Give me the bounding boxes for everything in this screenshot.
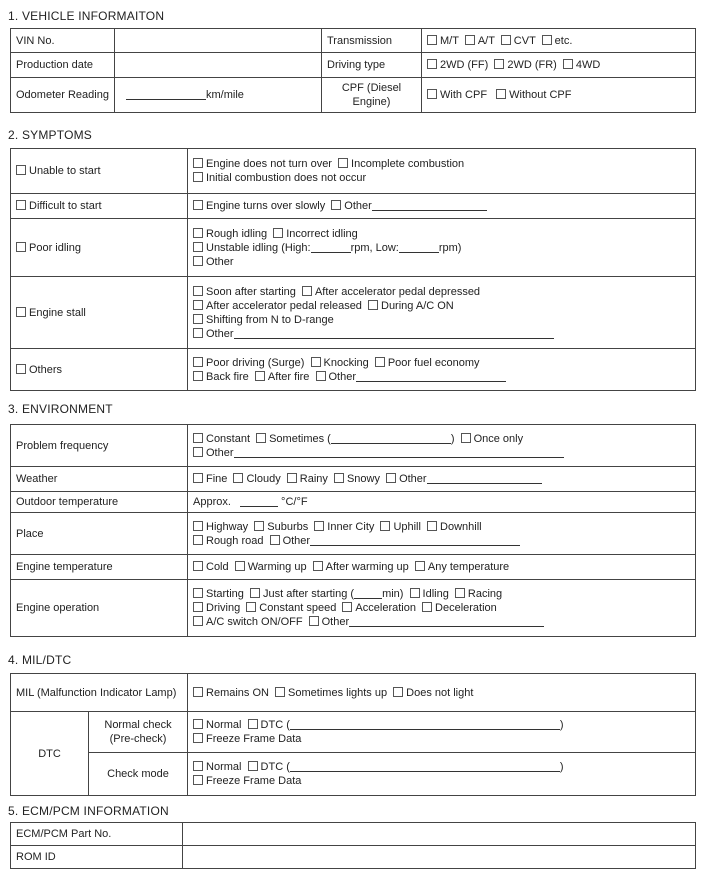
checkbox[interactable] (193, 371, 203, 381)
checkbox[interactable] (342, 602, 352, 612)
normal-check-options: Normal DTC ( ) Freeze Frame Data (188, 712, 696, 753)
outdoor-temperature-label: Outdoor temperature (11, 492, 188, 513)
driving-type-options: 2WD (FF) 2WD (FR) 4WD (422, 53, 696, 78)
checkbox[interactable] (235, 561, 245, 571)
checkbox[interactable] (248, 761, 258, 771)
checkbox[interactable] (193, 521, 203, 531)
checkbox[interactable] (465, 35, 475, 45)
checkbox[interactable] (193, 447, 203, 457)
checkbox[interactable] (393, 687, 403, 697)
checkbox[interactable] (16, 165, 26, 175)
other-blank[interactable] (356, 371, 506, 382)
vin-label: VIN No. (11, 29, 115, 53)
checkbox[interactable] (338, 158, 348, 168)
mil-label: MIL (Malfunction Indicator Lamp) (11, 674, 188, 712)
checkbox[interactable] (331, 200, 341, 210)
rom-id-field[interactable] (183, 846, 696, 869)
part-number-field[interactable] (183, 823, 696, 846)
checkbox[interactable] (314, 521, 324, 531)
high-rpm-blank[interactable] (311, 242, 351, 253)
checkbox[interactable] (422, 602, 432, 612)
checkbox[interactable] (193, 256, 203, 266)
checkbox[interactable] (461, 433, 471, 443)
poor-idling-options: Rough idling Incorrect idling Unstable idling (High: rpm, Low: rpm) Other (188, 219, 696, 277)
checkbox[interactable] (193, 300, 203, 310)
other-blank[interactable] (234, 328, 554, 339)
section-title-ecm-pcm-information: 5. ECM/PCM INFORMATION (8, 804, 169, 818)
checkbox[interactable] (375, 357, 385, 367)
other-blank[interactable] (349, 616, 544, 627)
cpf-options: With CPF Without CPF (422, 78, 696, 113)
engine-operation-label: Engine operation (11, 580, 188, 637)
checkbox[interactable] (496, 89, 506, 99)
dtc-blank[interactable] (290, 719, 560, 730)
check-mode-options: Normal DTC ( ) Freeze Frame Data (188, 753, 696, 796)
other-blank[interactable] (310, 535, 520, 546)
place-label: Place (11, 513, 188, 555)
odometer-label: Odometer Reading (11, 78, 115, 113)
checkbox[interactable] (16, 242, 26, 252)
checkbox[interactable] (309, 616, 319, 626)
checkbox[interactable] (193, 733, 203, 743)
engine-temperature-options: Cold Warming up After warming up Any temperature (188, 555, 696, 580)
checkbox[interactable] (193, 172, 203, 182)
ecm-pcm-table (10, 822, 696, 869)
others-options: Poor driving (Surge) Knocking Poor fuel economy Back fire After fire Other (188, 349, 696, 391)
checkbox[interactable] (193, 357, 203, 367)
dtc-blank[interactable] (290, 761, 560, 772)
weather-label: Weather (11, 467, 188, 492)
transmission-label: Transmission (322, 29, 422, 53)
low-rpm-blank[interactable] (399, 242, 439, 253)
checkbox[interactable] (193, 616, 203, 626)
production-date-label: Production date (11, 53, 115, 78)
driving-type-label: Driving type (322, 53, 422, 78)
checkbox[interactable] (193, 473, 203, 483)
section-title-mil-dtc: 4. MIL/DTC (8, 653, 72, 667)
difficult-to-start-options: Engine turns over slowly Other (188, 194, 696, 219)
engine-stall-cell: Engine stall (11, 277, 188, 349)
checkbox[interactable] (386, 473, 396, 483)
section-title-vehicle-information: 1. VEHICLE INFORMAITON (8, 9, 165, 23)
poor-idling-cell: Poor idling (11, 219, 188, 277)
checkbox[interactable] (316, 371, 326, 381)
others-cell: Others (11, 349, 188, 391)
checkbox[interactable] (193, 200, 203, 210)
checkbox[interactable] (380, 521, 390, 531)
checkbox[interactable] (16, 364, 26, 374)
checkbox[interactable] (248, 719, 258, 729)
checkbox[interactable] (427, 35, 437, 45)
checkbox[interactable] (287, 473, 297, 483)
temperature-blank[interactable] (240, 496, 278, 507)
checkbox[interactable] (193, 719, 203, 729)
cpf-label: CPF (Diesel Engine) (322, 78, 422, 113)
vehicle-information-table (10, 28, 696, 113)
checkbox[interactable] (16, 307, 26, 317)
checkbox[interactable] (427, 89, 437, 99)
unable-to-start-cell: Unable to start (11, 149, 188, 194)
other-blank[interactable] (234, 447, 564, 458)
other-blank[interactable] (372, 200, 487, 211)
checkbox[interactable] (427, 521, 437, 531)
checkbox[interactable] (368, 300, 378, 310)
checkbox[interactable] (16, 200, 26, 210)
engine-stall-options: Soon after starting After accelerator pedal depressed After accelerator pedal released During A/C ON Shifting from N to D-range Other (188, 277, 696, 349)
checkbox[interactable] (193, 328, 203, 338)
place-options: Highway Suburbs Inner City Uphill Downhill Rough road Other (188, 513, 696, 555)
checkbox[interactable] (193, 286, 203, 296)
section-title-symptoms: 2. SYMPTOMS (8, 128, 92, 142)
environment-table (10, 424, 696, 637)
section-title-environment: 3. ENVIRONMENT (8, 402, 113, 416)
rom-id-label: ROM ID (11, 846, 183, 869)
checkbox[interactable] (193, 602, 203, 612)
normal-check-label: Normal check (Pre-check) (89, 712, 188, 753)
checkbox[interactable] (311, 357, 321, 367)
checkbox[interactable] (193, 242, 203, 252)
checkbox[interactable] (270, 535, 280, 545)
other-blank[interactable] (427, 473, 542, 484)
checkbox[interactable] (250, 588, 260, 598)
check-mode-label: Check mode (89, 753, 188, 796)
weather-options: Fine Cloudy Rainy Snowy Other (188, 467, 696, 492)
checkbox[interactable] (427, 59, 437, 69)
unable-to-start-options: Engine does not turn over Incomplete combustion Initial combustion does not occur (188, 149, 696, 194)
engine-temperature-label: Engine temperature (11, 555, 188, 580)
checkbox[interactable] (193, 535, 203, 545)
checkbox[interactable] (254, 521, 264, 531)
checkbox[interactable] (334, 473, 344, 483)
checkbox[interactable] (246, 602, 256, 612)
mil-dtc-table (10, 673, 696, 796)
checkbox[interactable] (275, 687, 285, 697)
checkbox[interactable] (193, 588, 203, 598)
mil-options: Remains ON Sometimes lights up Does not light (188, 674, 696, 712)
transmission-options: M/T A/T CVT etc. (422, 29, 696, 53)
checkbox[interactable] (193, 687, 203, 697)
checkbox[interactable] (193, 761, 203, 771)
part-number-label: ECM/PCM Part No. (11, 823, 183, 846)
outdoor-temperature-field: Approx. °C/°F (188, 492, 696, 513)
checkbox[interactable] (193, 775, 203, 785)
checkbox[interactable] (494, 59, 504, 69)
checkbox[interactable] (542, 35, 552, 45)
production-date-field[interactable] (115, 53, 322, 78)
checkbox[interactable] (193, 561, 203, 571)
checkbox[interactable] (193, 158, 203, 168)
difficult-to-start-cell: Difficult to start (11, 194, 188, 219)
vin-field[interactable] (115, 29, 322, 53)
checkbox[interactable] (255, 371, 265, 381)
odometer-field[interactable]: km/mile (115, 78, 322, 113)
checkbox[interactable] (256, 433, 266, 443)
checkbox[interactable] (455, 588, 465, 598)
checkbox[interactable] (313, 561, 323, 571)
checkbox[interactable] (410, 588, 420, 598)
checkbox[interactable] (273, 228, 283, 238)
checkbox[interactable] (563, 59, 573, 69)
checkbox[interactable] (302, 286, 312, 296)
problem-frequency-label: Problem frequency (11, 425, 188, 467)
sometimes-blank[interactable] (331, 433, 451, 444)
minutes-blank[interactable] (354, 588, 382, 599)
odometer-blank[interactable] (126, 89, 206, 100)
checkbox[interactable] (193, 228, 203, 238)
engine-operation-options: Starting Just after starting ( min) Idling Racing Driving Constant speed Acceleration Deceleration A/C switch ON/OFF Other (188, 580, 696, 637)
dtc-label: DTC (11, 712, 89, 796)
problem-frequency-options: Constant Sometimes ( ) Once only Other (188, 425, 696, 467)
checkbox[interactable] (415, 561, 425, 571)
checkbox[interactable] (501, 35, 511, 45)
symptoms-table (10, 148, 696, 391)
checkbox[interactable] (193, 314, 203, 324)
checkbox[interactable] (233, 473, 243, 483)
checkbox[interactable] (193, 433, 203, 443)
